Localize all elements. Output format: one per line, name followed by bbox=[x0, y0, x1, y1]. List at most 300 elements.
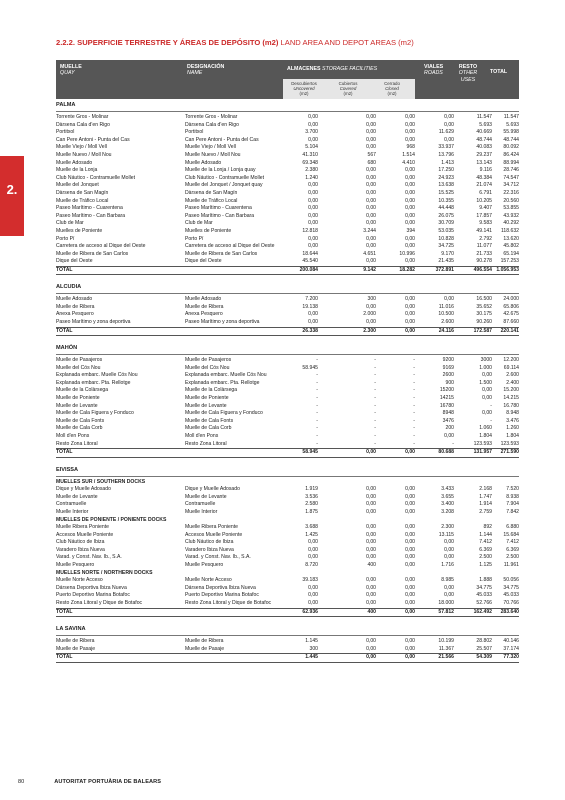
value-cell: 90.278 bbox=[476, 258, 492, 265]
value-cell: 900 bbox=[445, 379, 454, 386]
value-cell: 2.400 bbox=[506, 379, 519, 386]
value-cell: - bbox=[374, 440, 376, 447]
value-cell: 14215 bbox=[439, 395, 454, 401]
value-cell: 0,00 bbox=[405, 600, 415, 607]
name-cell: Muelle de Ribera bbox=[185, 303, 224, 310]
value-cell: 58.945 bbox=[302, 449, 318, 456]
table-row bbox=[56, 387, 519, 395]
value-cell: 1.000 bbox=[479, 364, 492, 371]
value-cell: 123.593 bbox=[500, 440, 519, 447]
name-cell: Muelle Adosado bbox=[185, 159, 222, 166]
value-cell: 157.253 bbox=[500, 258, 519, 265]
quay-cell: Muelle de Levante bbox=[56, 493, 98, 500]
table-row bbox=[56, 190, 519, 198]
quay-cell: Dique y Muelle Adosado bbox=[56, 486, 111, 493]
value-cell: - bbox=[316, 372, 318, 379]
value-cell: 0,00 bbox=[405, 182, 415, 189]
value-cell: 29.237 bbox=[476, 151, 492, 158]
quay-cell: Dique del Oeste bbox=[56, 258, 93, 265]
table-row bbox=[56, 114, 519, 122]
value-cell: 0,00 bbox=[366, 144, 376, 151]
value-cell: 42.675 bbox=[503, 311, 519, 318]
value-cell: 0,00 bbox=[366, 182, 376, 189]
table-row bbox=[56, 243, 519, 251]
value-cell: 0,00 bbox=[444, 432, 454, 439]
value-cell: 58.945 bbox=[302, 364, 318, 371]
value-cell: 1.425 bbox=[305, 531, 318, 538]
value-cell: - bbox=[316, 387, 318, 394]
quay-cell: Portitxol bbox=[56, 129, 75, 136]
value-cell: 7.200 bbox=[305, 296, 318, 303]
value-cell: 48.744 bbox=[503, 136, 519, 143]
value-cell: 0,00 bbox=[308, 189, 318, 196]
section-title: PALMA bbox=[56, 100, 519, 112]
name-cell: Torrente Gros - Molinar bbox=[185, 114, 238, 120]
value-cell: 48.744 bbox=[476, 136, 492, 143]
value-cell: 7.412 bbox=[479, 539, 492, 546]
value-cell: 2.168 bbox=[479, 486, 492, 493]
table-row bbox=[56, 357, 519, 365]
value-cell: 0,00 bbox=[308, 114, 318, 120]
value-cell: 24.923 bbox=[438, 174, 454, 181]
section-spacer bbox=[56, 336, 519, 343]
quay-cell: Muelle de Pasaje bbox=[56, 645, 96, 652]
value-cell: 11.961 bbox=[503, 562, 519, 569]
value-cell: 21.074 bbox=[476, 182, 492, 189]
value-cell: 400 bbox=[367, 562, 376, 569]
table-row bbox=[56, 152, 519, 160]
col-total: TOTAL bbox=[490, 69, 508, 75]
value-cell: 5.104 bbox=[305, 144, 318, 151]
table-row bbox=[56, 175, 519, 183]
name-cell: Muelle de Tráfico Local bbox=[185, 197, 238, 204]
value-cell: 10.205 bbox=[476, 197, 492, 204]
name-cell: Muelle de Pasaje bbox=[185, 645, 225, 652]
value-cell: 0,00 bbox=[366, 524, 376, 531]
value-cell: 1.445 bbox=[305, 654, 318, 661]
value-cell: - bbox=[374, 402, 376, 409]
name-cell: Explanada embarc. Pta. Rellotge bbox=[185, 379, 260, 386]
value-cell: - bbox=[413, 440, 415, 447]
value-cell: 0,00 bbox=[405, 493, 415, 500]
value-cell: 10.828 bbox=[438, 235, 454, 242]
subsection-label: MUELLES SUR / SOUTHERN DOCKS bbox=[56, 478, 146, 485]
table-row bbox=[56, 486, 519, 494]
value-cell: - bbox=[413, 379, 415, 386]
value-cell: 14.215 bbox=[503, 395, 519, 401]
quay-cell: Anexa Pesquero bbox=[56, 311, 94, 318]
value-cell: - bbox=[316, 440, 318, 447]
name-cell: Dàrsena Cala d'en Rigo bbox=[185, 121, 239, 128]
quay-cell: Muelles de Poniente bbox=[56, 227, 103, 234]
value-cell: 69.348 bbox=[302, 159, 318, 166]
value-cell: - bbox=[374, 364, 376, 371]
value-cell: 0,00 bbox=[366, 235, 376, 242]
value-cell: 0,00 bbox=[405, 584, 415, 591]
name-cell: Portitxol bbox=[185, 129, 204, 136]
table-row bbox=[56, 539, 519, 547]
value-cell: 0,00 bbox=[482, 410, 492, 417]
value-cell: 1.500 bbox=[479, 379, 492, 386]
value-cell: 28.746 bbox=[503, 167, 519, 174]
table-row bbox=[56, 137, 519, 145]
table-row bbox=[56, 129, 519, 137]
value-cell: 0,00 bbox=[366, 205, 376, 212]
quay-cell: Accesos Muelle Poniente bbox=[56, 531, 114, 538]
value-cell: 0,00 bbox=[405, 449, 415, 456]
value-cell: 0,00 bbox=[405, 539, 415, 546]
value-cell: 34.775 bbox=[503, 584, 519, 591]
table-row bbox=[56, 380, 519, 388]
quay-cell: Contramuelle bbox=[56, 501, 87, 508]
name-cell: Muelle Nuevo / Moll Nou bbox=[185, 151, 241, 158]
value-cell: 220.141 bbox=[500, 327, 519, 334]
total-label: TOTAL bbox=[56, 608, 73, 615]
value-cell: 8948 bbox=[442, 410, 454, 417]
table-row bbox=[56, 311, 519, 319]
chapter-number: 2. bbox=[6, 182, 18, 197]
value-cell: - bbox=[490, 402, 492, 409]
value-cell: 0,00 bbox=[405, 486, 415, 493]
value-cell: 892 bbox=[483, 524, 492, 531]
quay-cell: Dàrsena de San Magín bbox=[56, 189, 109, 196]
value-cell: 1.875 bbox=[305, 508, 318, 515]
value-cell: - bbox=[316, 402, 318, 409]
value-cell: 48.384 bbox=[476, 174, 492, 181]
value-cell: 3.208 bbox=[441, 508, 454, 515]
name-cell: Muelle de la Lonja / Lonja quay bbox=[185, 167, 256, 174]
value-cell: 7.412 bbox=[506, 539, 519, 546]
value-cell: 53.855 bbox=[503, 205, 519, 212]
table-row bbox=[56, 236, 519, 244]
quay-cell: Paseo Marítimo - Can Barbara bbox=[56, 212, 126, 219]
value-cell: 2.500 bbox=[506, 554, 519, 561]
name-cell: Dársena Deportiva Ibiza Nueva bbox=[185, 584, 256, 591]
value-cell: 18.644 bbox=[302, 250, 318, 257]
name-cell: Muelles de Poniente bbox=[185, 227, 232, 234]
value-cell: 300 bbox=[309, 645, 318, 652]
value-cell: 0,00 bbox=[366, 243, 376, 250]
quay-cell: Can Pere Antoni - Punta del Cas bbox=[56, 136, 130, 143]
value-cell: 15200 bbox=[439, 387, 454, 394]
value-cell: 0,00 bbox=[405, 303, 415, 310]
value-cell: 37.174 bbox=[503, 645, 519, 652]
value-cell: 0,00 bbox=[405, 311, 415, 318]
quay-cell: Muelle Adosado bbox=[56, 159, 93, 166]
value-cell: - bbox=[316, 410, 318, 417]
quay-cell: Muelle de Cala Figuera y Fonduco bbox=[56, 410, 134, 417]
quay-cell: Muelle de Cala Fonts bbox=[56, 417, 105, 424]
value-cell: 9.583 bbox=[479, 220, 492, 227]
value-cell: 0,00 bbox=[366, 638, 376, 645]
value-cell: - bbox=[316, 379, 318, 386]
value-cell: 4.651 bbox=[363, 250, 376, 257]
value-cell: 0,00 bbox=[405, 212, 415, 219]
name-cell: Puerto Deportivo Marina Botafoc bbox=[185, 592, 259, 599]
name-cell: Moll d'en Pons bbox=[185, 432, 219, 439]
value-cell: 45.033 bbox=[503, 592, 519, 599]
col-name: DESIGNACIÓN NAME bbox=[187, 64, 225, 77]
value-cell: 41.310 bbox=[302, 151, 318, 158]
sub-closed: Cerrado Closed (m2) bbox=[384, 81, 400, 97]
value-cell: 2.792 bbox=[479, 235, 492, 242]
value-cell: 0,00 bbox=[405, 554, 415, 561]
value-cell: 1.914 bbox=[479, 501, 492, 508]
name-cell: Muelle de Pasajeros bbox=[185, 357, 232, 364]
value-cell: 52.766 bbox=[476, 600, 492, 607]
value-cell: 394 bbox=[406, 227, 415, 234]
value-cell: 0,00 bbox=[405, 235, 415, 242]
table-row bbox=[56, 304, 519, 312]
value-cell: 0,00 bbox=[366, 121, 376, 128]
value-cell: 1.145 bbox=[305, 638, 318, 645]
sub-uncovered: Descubiertos Uncovered (m2) bbox=[291, 81, 317, 97]
value-cell: 5.693 bbox=[479, 121, 492, 128]
value-cell: 0,00 bbox=[444, 121, 454, 128]
value-cell: 10.996 bbox=[399, 250, 415, 257]
name-cell: Muelle del Jonquet / Jonquet quay bbox=[185, 182, 263, 189]
value-cell: 0,00 bbox=[405, 121, 415, 128]
quay-cell: Dársena Deportiva Ibiza Nueva bbox=[56, 584, 127, 591]
value-cell: 57.812 bbox=[438, 608, 454, 615]
value-cell: - bbox=[413, 357, 415, 364]
name-cell: Resto Zona Litoral y Dique de Botafoc bbox=[185, 600, 272, 607]
value-cell: 2.600 bbox=[506, 372, 519, 379]
value-cell: 65.806 bbox=[503, 303, 519, 310]
quay-cell: Muelle Nuevo / Moll Nou bbox=[56, 151, 112, 158]
value-cell: 0,00 bbox=[366, 645, 376, 652]
page-number: 80 bbox=[18, 779, 25, 785]
quay-cell: Muelle de Ribera bbox=[56, 303, 95, 310]
value-cell: 13.115 bbox=[438, 531, 454, 538]
value-cell: 9169 bbox=[442, 364, 454, 371]
value-cell: 0,00 bbox=[444, 592, 454, 599]
value-cell: 11.367 bbox=[438, 645, 454, 652]
value-cell: 0,00 bbox=[405, 562, 415, 569]
name-cell: Muelle de Cala Fonts bbox=[185, 417, 234, 424]
value-cell: 200 bbox=[445, 425, 454, 432]
table-row bbox=[56, 213, 519, 221]
name-cell: Club de Mar bbox=[185, 220, 213, 227]
quay-cell: Muelle de Cala Corb bbox=[56, 425, 103, 432]
value-cell: 0,00 bbox=[308, 121, 318, 128]
quay-cell: Muelle de la Colàrsega bbox=[56, 387, 109, 394]
table-row bbox=[56, 638, 519, 646]
value-cell: 0,00 bbox=[366, 174, 376, 181]
value-cell: 30.175 bbox=[476, 311, 492, 318]
value-cell: 0,00 bbox=[482, 387, 492, 394]
value-cell: 77.320 bbox=[503, 654, 519, 661]
quay-cell: Varad. y Const. Nav. Ib., S.A. bbox=[56, 554, 122, 561]
value-cell: 0,00 bbox=[308, 600, 318, 607]
value-cell: 0,00 bbox=[405, 189, 415, 196]
name-cell: Muelle de Cala Corb bbox=[185, 425, 232, 432]
value-cell: 0,00 bbox=[308, 319, 318, 326]
quay-cell: Muelle de Pasajeros bbox=[56, 357, 103, 364]
quay-cell: Club de Mar bbox=[56, 220, 84, 227]
value-cell: 1.804 bbox=[506, 432, 519, 439]
value-cell: 0,00 bbox=[366, 501, 376, 508]
value-cell: 0,00 bbox=[444, 136, 454, 143]
name-cell: Muelle de Ribera de San Carlos bbox=[185, 250, 258, 257]
value-cell: 1.260 bbox=[506, 425, 519, 432]
value-cell: 3.433 bbox=[441, 486, 454, 493]
value-cell: 28.802 bbox=[476, 638, 492, 645]
value-cell: 0,00 bbox=[308, 592, 318, 599]
value-cell: 13.143 bbox=[476, 159, 492, 166]
value-cell: - bbox=[413, 425, 415, 432]
value-cell: 24.116 bbox=[438, 327, 454, 334]
value-cell: 162.492 bbox=[473, 608, 492, 615]
table-row bbox=[56, 600, 519, 608]
value-cell: 26.338 bbox=[302, 327, 318, 334]
name-cell: Muelle del Cós Nou bbox=[185, 364, 230, 371]
value-cell: 0,00 bbox=[405, 638, 415, 645]
table-row bbox=[56, 198, 519, 206]
value-cell: 8.948 bbox=[506, 410, 519, 417]
value-cell: 0,00 bbox=[405, 167, 415, 174]
value-cell: 26.075 bbox=[438, 212, 454, 219]
value-cell: 0,00 bbox=[482, 395, 492, 401]
value-cell: 11.547 bbox=[476, 114, 492, 120]
quay-cell: Paseo Marítimo y zona deportiva bbox=[56, 319, 131, 326]
value-cell: 45.802 bbox=[503, 243, 519, 250]
value-cell: 3.536 bbox=[305, 493, 318, 500]
value-cell: 7.904 bbox=[506, 501, 519, 508]
value-cell: 2.000 bbox=[363, 311, 376, 318]
name-cell: Club Náutico - Contramuelle Mollet bbox=[185, 174, 264, 181]
value-cell: 6.880 bbox=[506, 524, 519, 531]
value-cell: 34.712 bbox=[503, 182, 519, 189]
table-row bbox=[56, 365, 519, 373]
section-title: EIVISSA bbox=[56, 465, 519, 477]
value-cell: 1.056.953 bbox=[496, 266, 519, 273]
value-cell: 2.759 bbox=[479, 508, 492, 515]
value-cell: 21.435 bbox=[438, 258, 454, 265]
section-title: MAHÓN bbox=[56, 343, 519, 355]
quay-cell: Torrente Gros - Molinar bbox=[56, 114, 109, 120]
value-cell: - bbox=[316, 357, 318, 364]
value-cell: 49.141 bbox=[476, 227, 492, 234]
value-cell: 0,00 bbox=[405, 592, 415, 599]
value-cell: 0,00 bbox=[405, 197, 415, 204]
subsection-header bbox=[56, 517, 519, 525]
value-cell: 0,00 bbox=[405, 577, 415, 584]
quay-cell: Muelle Viejo / Moll Vell bbox=[56, 144, 107, 151]
value-cell: 10.355 bbox=[438, 197, 454, 204]
name-cell: Varad. y Const. Nav. Ib., S.A. bbox=[185, 554, 251, 561]
value-cell: 1.060 bbox=[479, 425, 492, 432]
value-cell: 0,00 bbox=[405, 129, 415, 136]
value-cell: 8.720 bbox=[305, 562, 318, 569]
value-cell: 2600 bbox=[442, 372, 454, 379]
value-cell: 53.035 bbox=[438, 227, 454, 234]
value-cell: 35.652 bbox=[476, 303, 492, 310]
value-cell: 283.640 bbox=[500, 608, 519, 615]
value-cell: 0,00 bbox=[366, 129, 376, 136]
value-cell: 0,00 bbox=[308, 136, 318, 143]
value-cell: 13.796 bbox=[438, 151, 454, 158]
value-cell: 0,00 bbox=[405, 645, 415, 652]
table-row bbox=[56, 532, 519, 540]
value-cell: 0,00 bbox=[308, 243, 318, 250]
value-cell: 118.632 bbox=[500, 227, 519, 234]
value-cell: 0,00 bbox=[366, 189, 376, 196]
table-row bbox=[56, 319, 519, 327]
table-row bbox=[56, 228, 519, 236]
value-cell: 400 bbox=[367, 608, 376, 615]
value-cell: 55.998 bbox=[503, 129, 519, 136]
value-cell: - bbox=[316, 417, 318, 424]
chapter-tab bbox=[0, 156, 24, 236]
value-cell: 372.891 bbox=[435, 266, 454, 273]
value-cell: - bbox=[374, 372, 376, 379]
table-row bbox=[56, 577, 519, 585]
value-cell: 3.476 bbox=[506, 417, 519, 424]
value-cell: 11.077 bbox=[476, 243, 492, 250]
value-cell: 2.380 bbox=[305, 167, 318, 174]
value-cell: 34.775 bbox=[476, 584, 492, 591]
table-row bbox=[56, 509, 519, 517]
value-cell: 300 bbox=[367, 296, 376, 303]
table-row bbox=[56, 258, 519, 266]
value-cell: 13.638 bbox=[438, 182, 454, 189]
value-cell: 40.292 bbox=[503, 220, 519, 227]
value-cell: 90.260 bbox=[476, 319, 492, 326]
value-cell: 0,00 bbox=[405, 501, 415, 508]
value-cell: 0,00 bbox=[366, 508, 376, 515]
value-cell: 0,00 bbox=[366, 197, 376, 204]
value-cell: 50.056 bbox=[503, 577, 519, 584]
name-cell: Muelle Pesquero bbox=[185, 562, 224, 569]
value-cell: - bbox=[316, 432, 318, 439]
value-cell: 496.554 bbox=[473, 266, 492, 273]
value-cell: 0,00 bbox=[308, 182, 318, 189]
total-label: TOTAL bbox=[56, 327, 73, 334]
value-cell: 1.888 bbox=[479, 577, 492, 584]
name-cell: Carretera de acceso al Dique del Oeste bbox=[185, 243, 275, 250]
value-cell: 7.842 bbox=[506, 508, 519, 515]
value-cell: 40.083 bbox=[476, 144, 492, 151]
value-cell: 11.629 bbox=[438, 129, 454, 136]
value-cell: 19.138 bbox=[302, 303, 318, 310]
value-cell: - bbox=[452, 440, 454, 447]
value-cell: 2.300 bbox=[363, 327, 376, 334]
table-row bbox=[56, 562, 519, 570]
table-row bbox=[56, 251, 519, 259]
value-cell: - bbox=[316, 395, 318, 401]
table-row bbox=[56, 425, 519, 433]
total-row bbox=[56, 608, 519, 617]
quay-cell: Puerto Deportivo Marina Botafoc bbox=[56, 592, 130, 599]
value-cell: 17.857 bbox=[476, 212, 492, 219]
quay-cell: Moll d'en Pons bbox=[56, 432, 90, 439]
name-cell: Porto Pí bbox=[185, 235, 204, 242]
table-row bbox=[56, 501, 519, 509]
table-row bbox=[56, 441, 519, 449]
subsection-label: MUELLES DE PONIENTE / PONIENTE DOCKS bbox=[56, 516, 167, 523]
value-cell: 2.500 bbox=[479, 554, 492, 561]
section-spacer bbox=[56, 458, 519, 465]
col-quay: MUELLE QUAY bbox=[60, 64, 82, 77]
value-cell: 1.240 bbox=[305, 174, 318, 181]
value-cell: 22.316 bbox=[503, 189, 519, 196]
value-cell: 3.700 bbox=[305, 129, 318, 136]
value-cell: 0,00 bbox=[366, 114, 376, 120]
value-cell: - bbox=[374, 432, 376, 439]
name-cell: Muelle Interior bbox=[185, 508, 218, 515]
table-row bbox=[56, 372, 519, 380]
